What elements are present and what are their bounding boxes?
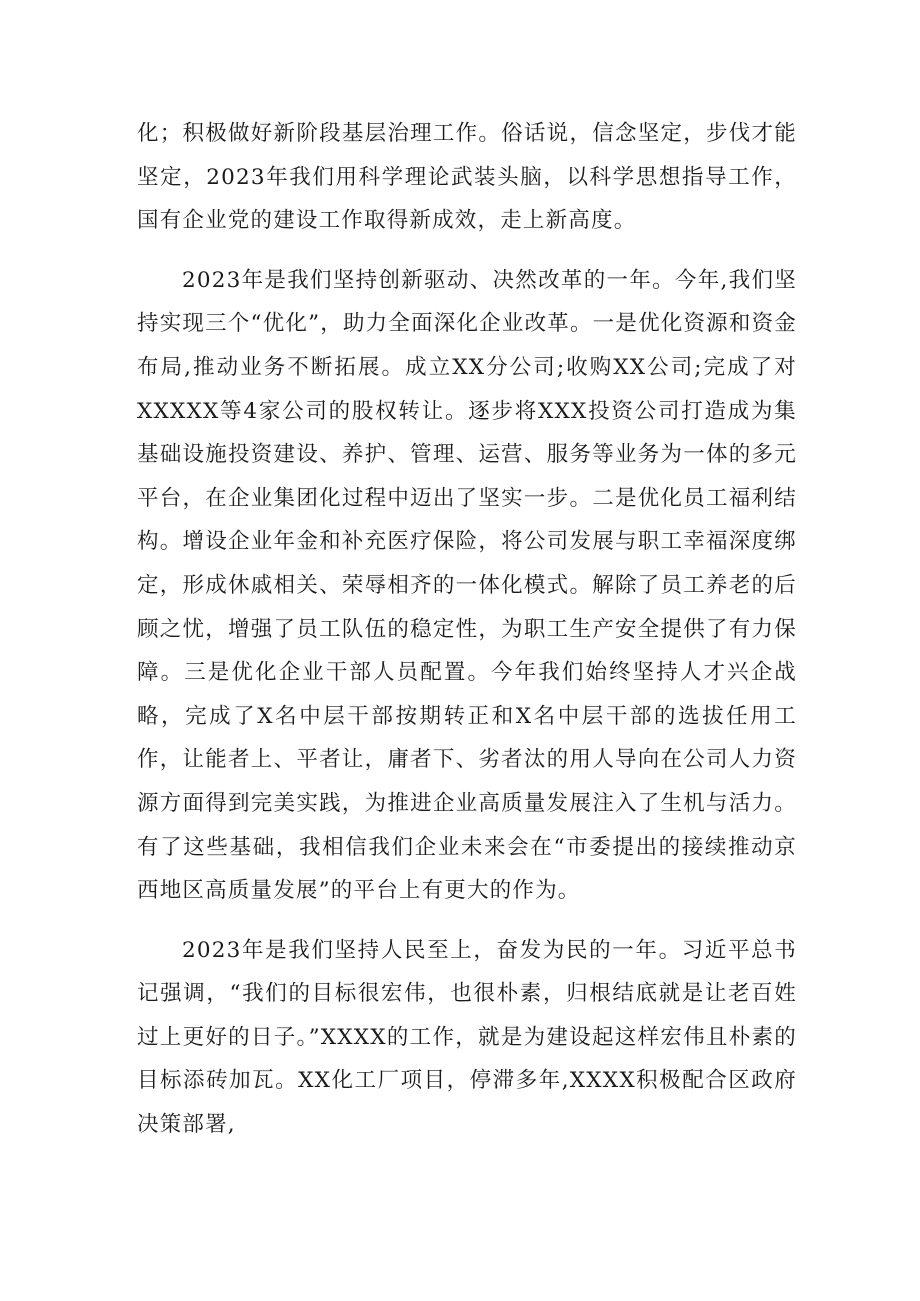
document-body (137, 112, 797, 1163)
paragraph-innovation-reform: 2023年是我们坚持创新驱动、决然改革的一年。今年,我们坚持实现三个“优化”，助力全面深化企业改革。一是优化资源和资金布局,推动业务不断拓展。成立XX分公司;收购XX公司;完成了对XXXXX等4家公司的股权转让。逐步将XXX投资公司打造成为集基础设施投资建设、养护、管理、运营、服务等业务为一体的多元平台，在企业集团化过程中迈出了坚实一步。二是优化员工福利结构。增设企业年金和补充医疗保险，将公司发展与职工幸福深度绑定，形成休戚相关、荣辱相齐的一体化模式。解除了员工养老的后顾之忧，增强了员工队伍的稳定性，为职工生产安全提供了有力保障。三是优化企业干部人员配置。今年我们始终坚持人才兴企战略，完成了X名中层干部按期转正和X名中层干部的选拔任用工作，让能者上、平者让，庸者下、劣者汰的用人导向在公司人力资源方面得到完美实践，为推进企业高质量发展注入了生机与活力。有了这些基础，我相信我们企业未来会在“市委提出的接续推动京西地区高质量发展”的平台上有更大的作为。 (137, 267, 797, 904)
paragraph-people-first: 2023年是我们坚持人民至上，奋发为民的一年。习近平总书记强调，“我们的目标很宏伟，也很朴素，归根结底就是让老百姓过上更好的日子。”XXXX的工作，就是为建设起这样宏伟且朴素的目标添砖加瓦。XX化工厂项目，停滞多年,XXXX积极配合区政府决策部署, (137, 937, 797, 1138)
paragraph-continuation: 化；积极做好新阶段基层治理工作。俗话说，信念坚定，步伐才能坚定，2023年我们用科学理论武装头脑，以科学思想指导工作，国有企业党的建设工作取得新成效，走上新高度。 (137, 121, 797, 234)
